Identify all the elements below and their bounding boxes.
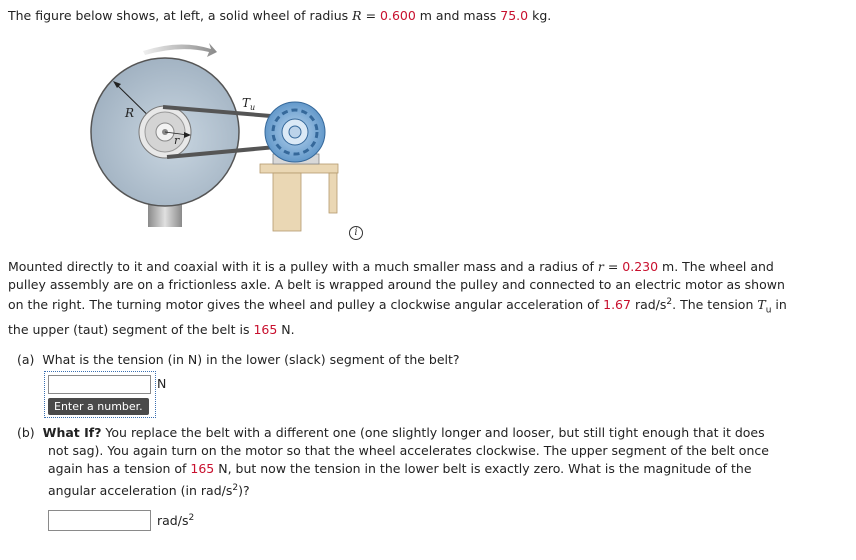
part-a-question: (a) What is the tension (in N) in the lower (slack) segment of the belt? <box>17 352 460 367</box>
info-icon[interactable]: i <box>349 226 363 240</box>
part-b-line-4: angular acceleration (in rad/$s^2$)? <box>48 482 250 498</box>
part-b-answer-input[interactable] <box>48 510 151 531</box>
motor-table <box>260 164 338 173</box>
part-a-unit: N <box>157 376 167 391</box>
wheel-pulley-motor-figure <box>85 35 355 235</box>
label-r: r <box>174 134 180 147</box>
part-b-line-1: (b) What If? You replace the belt with a different one (one slightly longer and looser, but still tight enough that it does <box>17 425 765 440</box>
label-Tu: $T_u$ <box>242 96 256 112</box>
part-b-line-2: not sag). You again turn on the motor so that the wheel accelerates clockwise. The upper segment of the belt once <box>48 443 769 458</box>
upper-tension-value: 165 <box>253 322 278 337</box>
intro-text: The figure below shows, at left, a solid wheel of radius R = 0.600 m and mass 75.0 kg. <box>8 8 552 23</box>
paragraph-line-4: the upper (taut) segment of the belt is 165 N. <box>8 322 295 337</box>
mass-value: 75.0 <box>500 8 529 23</box>
part-b-unit: rad/$s^2$ <box>157 512 195 528</box>
rotation-arrow <box>143 43 217 57</box>
paragraph-line-2: pulley assembly are on a frictionless axle. A belt is wrapped around the pulley and connected to an electric motor as shown <box>8 277 785 292</box>
label-R: R <box>125 106 135 120</box>
part-a-tooltip: Enter a number. <box>48 398 149 415</box>
paragraph-line-1: Mounted directly to it and coaxial with it is a pulley with a much smaller mass and a radius of r = 0.230 m. The wheel and <box>8 259 774 274</box>
radius-symbol: R <box>352 8 362 23</box>
paragraph-line-3: on the right. The turning motor gives the wheel and pulley a clockwise angular acceleration of 1.67 rad/$s^2$. The tension $T_u$ in <box>8 296 787 316</box>
angular-acceleration-value: 1.67 <box>603 297 631 312</box>
radius-value: 0.600 <box>380 8 416 23</box>
part-b-tension-value: 165 <box>190 461 215 476</box>
part-b-line-3: again has a tension of 165 N, but now the tension in the lower belt is exactly zero. What is the magnitude of the <box>48 461 752 476</box>
pulley-radius-value: 0.230 <box>622 259 659 274</box>
part-a-answer-input[interactable] <box>48 375 151 394</box>
